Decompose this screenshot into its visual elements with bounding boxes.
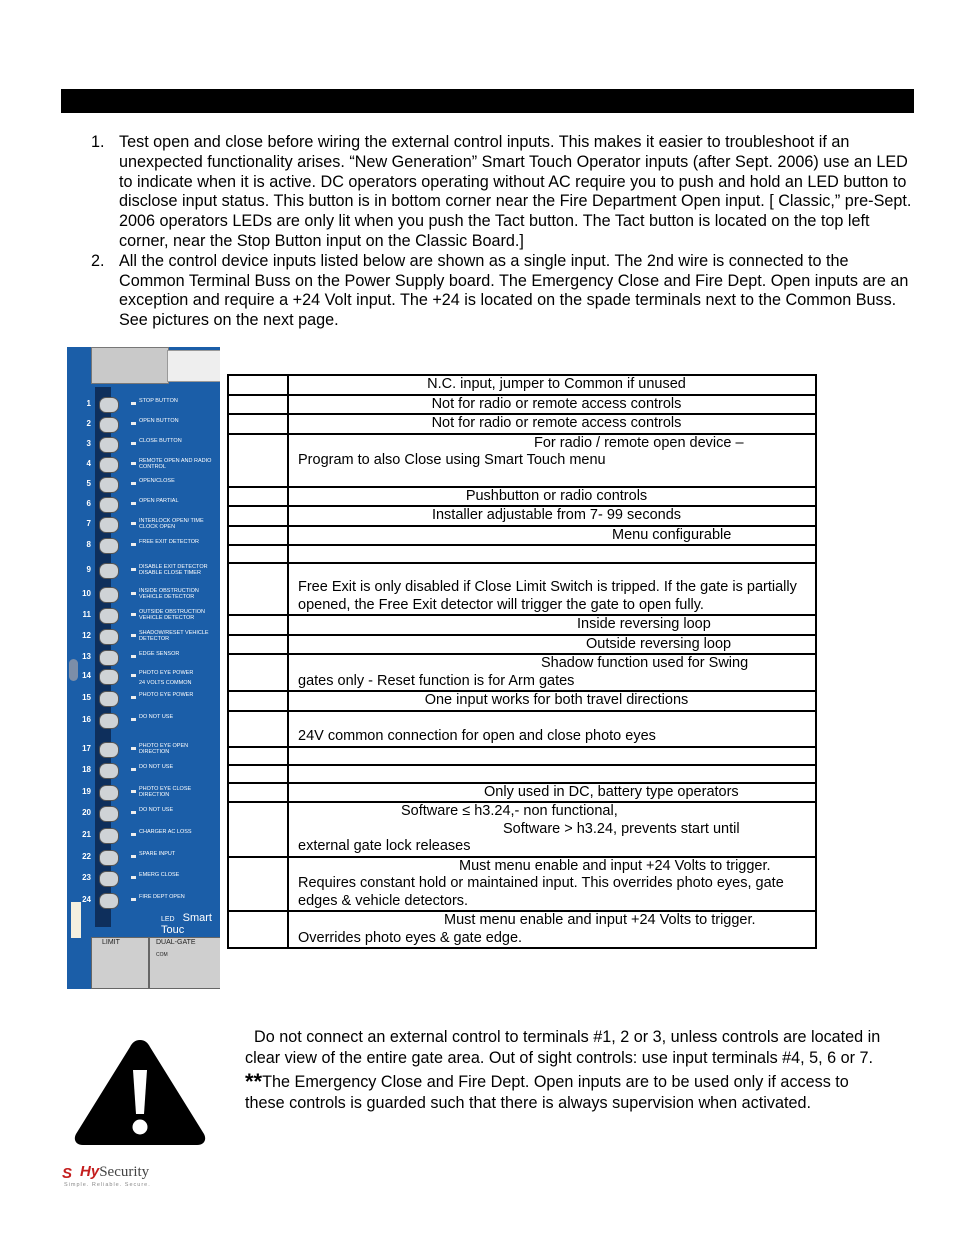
terminal-screw	[99, 397, 119, 413]
terminal-cell	[228, 615, 288, 635]
description-cell	[288, 526, 816, 546]
logo-brand: HySecurity	[80, 1163, 150, 1180]
terminal-number: 16	[82, 715, 91, 724]
description-cell	[288, 395, 816, 415]
ribbon-connector	[91, 347, 169, 384]
description-text: Menu configurable	[612, 526, 732, 543]
description-cell	[288, 911, 816, 948]
terminal-led	[131, 442, 136, 445]
terminal-number: 12	[82, 631, 91, 640]
terminal-led	[131, 833, 136, 836]
logo-mark: S	[62, 1165, 73, 1182]
description-text: Only used in DC, battery type operators	[484, 783, 739, 800]
table-row	[228, 615, 816, 635]
limit-connector	[91, 937, 149, 989]
terminal-label: INSIDE OBSTRUCTION VEHICLE DETECTOR	[139, 588, 199, 600]
terminal-number: 19	[82, 787, 91, 796]
terminal-led	[131, 768, 136, 771]
description-text: Must menu enable and input +24 Volts to trigger.	[444, 912, 756, 928]
instruction-text: Test open and close before wiring the external control inputs. This makes it easier to troubleshoot if an unexpected functionality arises. “New Generation” Smart Touch Operator inputs (after Sept. 2006) use an LED to indicate when it is active. DC operators operating without AC require you to push and hold an LED button to disclose input status. This button is in bottom corner near the Fire Department Open input. [ Classic,” pre-Sept. 2006 operators LEDs are only lit when you push the Tact button. The Tact button is located on the top left corner, near the Stop Button input on the Classic Board.]	[119, 133, 912, 250]
table-row	[228, 857, 816, 912]
terminal-cell	[228, 563, 288, 615]
table-row	[228, 395, 816, 415]
description-text: N.C. input, jumper to Common if unused	[427, 376, 686, 392]
terminal-screw	[99, 893, 119, 909]
terminal-number: 24	[82, 895, 91, 904]
terminal-screw	[99, 763, 119, 779]
terminal-led	[131, 462, 136, 465]
dual-gate-label: DUAL-GATE	[156, 939, 196, 946]
terminal-number: 20	[82, 808, 91, 817]
instruction-text: All the control device inputs listed below are shown as a single input. The 2nd wire is connected to the Common Terminal Buss on the Power Supply board. The Emergency Close and Fire Dept. Open inputs are an exception and require a +24 Volt input. The +24 is located on the spade terminals next to the Common Buss. See pictures on the next page.	[119, 251, 909, 330]
terminal-cell	[228, 802, 288, 857]
description-text: Software > h3.24, prevents start until	[503, 820, 740, 837]
terminal-number: 23	[82, 873, 91, 882]
terminal-label: EDGE SENSOR	[139, 651, 180, 657]
terminal-led	[131, 876, 136, 879]
terminal-label: OPEN BUTTON	[139, 418, 179, 424]
terminal-number: 7	[86, 519, 91, 528]
terminal-label: REMOTE OPEN AND RADIO CONTROL	[139, 458, 212, 470]
terminal-cell	[228, 635, 288, 655]
table-row	[228, 654, 816, 691]
terminal-screw	[99, 587, 119, 603]
description-text: Overrides photo eyes & gate edge.	[298, 929, 523, 946]
description-text: Inside reversing loop	[577, 616, 711, 632]
description-text: Outside reversing loop	[586, 635, 732, 652]
table-row	[228, 691, 816, 711]
terminal-screw	[99, 608, 119, 624]
terminal-number: 13	[82, 652, 91, 661]
terminal-screw	[99, 457, 119, 473]
terminal-number: 15	[82, 693, 91, 702]
table-row	[228, 802, 816, 857]
instruction-list	[91, 133, 913, 331]
terminal-screw	[99, 629, 119, 645]
terminal-number: 8	[86, 540, 91, 549]
terminal-screw	[99, 650, 119, 666]
description-cell	[288, 375, 816, 395]
terminal-label: FIRE DEPT OPEN	[139, 894, 185, 900]
description-cell	[288, 635, 816, 655]
warning-paragraph: **The Emergency Close and Fire Dept. Open inputs are to be used only if access to these controls is guarded such that there is always supervision when activated.	[245, 1069, 849, 1112]
warning-text	[245, 1027, 885, 1117]
table-row	[228, 765, 816, 783]
terminal-cell	[228, 395, 288, 415]
terminal-number: 10	[82, 589, 91, 598]
terminal-screw	[99, 497, 119, 513]
terminal-led	[131, 402, 136, 405]
description-cell	[288, 506, 816, 526]
terminal-screw	[99, 538, 119, 554]
terminal-led	[131, 502, 136, 505]
terminal-led	[131, 855, 136, 858]
terminal-label: OUTSIDE OBSTRUCTION VEHICLE DETECTOR	[139, 609, 206, 621]
terminal-label: PHOTO EYE CLOSE DIRECTION	[139, 786, 192, 798]
terminal-label: DISABLE EXIT DETECTOR DISABLE CLOSE TIMER	[139, 564, 208, 576]
terminal-cell	[228, 375, 288, 395]
description-cell	[288, 747, 816, 765]
terminal-cell	[228, 747, 288, 765]
terminal-screw	[99, 742, 119, 758]
terminal-number: 2	[86, 419, 91, 428]
description-cell	[288, 654, 816, 691]
terminal-label: FREE EXIT DETECTOR	[139, 539, 200, 545]
terminal-label: DO NOT USE	[139, 764, 174, 770]
terminal-label: PHOTO EYE OPEN DIRECTION	[139, 743, 189, 755]
table-row	[228, 487, 816, 507]
description-text: gates only - Reset function is for Arm gates	[298, 672, 575, 689]
terminal-label: OPEN/CLOSE	[139, 478, 175, 484]
terminal-label: PHOTO EYE POWER	[139, 692, 194, 698]
description-cell	[288, 414, 816, 434]
terminal-label: DO NOT USE	[139, 714, 174, 720]
description-text: Free Exit is only disabled if Close Limit Switch is tripped. If the gate is partially opened, the Free Exit detector will trigger the gate to open fully.	[298, 579, 797, 613]
terminal-number: 21	[82, 830, 91, 839]
terminal-led	[131, 613, 136, 616]
table-row	[228, 506, 816, 526]
description-cell	[288, 487, 816, 507]
table-row	[228, 526, 816, 546]
terminal-screw	[99, 871, 119, 887]
description-cell	[288, 783, 816, 803]
description-cell	[288, 802, 816, 857]
terminal-screw	[99, 517, 119, 533]
description-text: Pushbutton or radio controls	[465, 487, 648, 504]
description-text: external gate lock releases	[298, 838, 471, 854]
terminal-screw	[99, 437, 119, 453]
terminal-screw	[99, 806, 119, 822]
description-cell	[288, 857, 816, 912]
description-cell	[288, 545, 816, 563]
terminal-label: OPEN PARTIAL	[139, 498, 179, 504]
description-cell	[288, 765, 816, 783]
terminal-led	[131, 482, 136, 485]
table-row	[228, 375, 816, 395]
description-text: Requires constant hold or maintained input. This overrides photo eyes, gate edges & vehicle detectors.	[298, 875, 784, 909]
description-text: Installer adjustable from 7- 99 seconds	[431, 507, 682, 523]
terminal-number: 1	[86, 399, 91, 408]
board-sticker	[71, 902, 81, 938]
table-row	[228, 783, 816, 803]
table-row	[228, 434, 816, 487]
terminal-cell	[228, 691, 288, 711]
table-row	[228, 711, 816, 747]
terminal-led	[131, 634, 136, 637]
terminal-led	[131, 543, 136, 546]
terminal-led	[131, 718, 136, 721]
warning-icon	[72, 1036, 208, 1146]
logo-tagline: Simple. Reliable. Secure.	[64, 1182, 151, 1188]
led-label: LED	[161, 916, 175, 923]
terminal-number: 22	[82, 852, 91, 861]
terminal-led	[131, 522, 136, 525]
instruction-item	[91, 252, 913, 331]
top-connector	[167, 350, 220, 382]
terminal-led	[131, 592, 136, 595]
terminal-number: 11	[82, 610, 91, 619]
terminal-label: INTERLOCK OPEN/ TIME CLOCK OPEN	[139, 518, 204, 530]
terminal-cell	[228, 911, 288, 948]
terminal-led	[131, 674, 136, 677]
terminal-number: 14	[82, 671, 91, 680]
section-header-bar	[61, 89, 914, 113]
table-row	[228, 635, 816, 655]
terminal-label: CLOSE BUTTON	[139, 438, 182, 444]
description-text: Program to also Close using Smart Touch menu	[298, 452, 606, 468]
terminal-label: CHARGER AC LOSS	[139, 829, 192, 835]
terminal-label: PHOTO EYE POWER	[139, 670, 194, 676]
terminal-label: DO NOT USE	[139, 807, 174, 813]
instruction-item	[91, 133, 913, 252]
description-text: Not for radio or remote access controls	[431, 415, 682, 431]
controller-board-photo	[67, 347, 220, 989]
table-row	[228, 911, 816, 948]
table-row	[228, 414, 816, 434]
description-cell	[288, 563, 816, 615]
terminal-cell	[228, 506, 288, 526]
table-row	[228, 563, 816, 615]
input-description-table	[227, 374, 817, 949]
terminal-led	[131, 811, 136, 814]
terminal-screw	[99, 563, 119, 579]
terminal-screw	[99, 691, 119, 707]
terminal-cell	[228, 434, 288, 487]
terminal-led	[131, 790, 136, 793]
terminal-cell	[228, 783, 288, 803]
terminal-label: 24 VOLTS COMMON	[139, 680, 192, 686]
terminal-led	[131, 422, 136, 425]
terminal-number: 4	[86, 459, 91, 468]
terminal-led	[131, 747, 136, 750]
description-cell	[288, 615, 816, 635]
terminal-label: SPARE INPUT	[139, 851, 176, 857]
instruction-number: 2.	[91, 251, 105, 270]
dual-gate-connector	[149, 937, 220, 989]
terminal-cell	[228, 545, 288, 563]
asterisk-marker: **	[245, 1069, 263, 1094]
description-text: Not for radio or remote access controls	[431, 395, 682, 412]
com-label: COM	[156, 952, 168, 958]
terminal-number: 17	[82, 744, 91, 753]
terminal-label: SHADOW/RESET VEHICLE DETECTOR	[139, 630, 209, 642]
terminal-screw	[99, 669, 119, 685]
terminal-number: 5	[86, 479, 91, 488]
terminal-screw	[99, 785, 119, 801]
limit-label: LIMIT	[102, 939, 120, 946]
terminal-cell	[228, 414, 288, 434]
table-row	[228, 545, 816, 563]
terminal-cell	[228, 654, 288, 691]
terminal-cell	[228, 711, 288, 747]
terminal-screw	[99, 713, 119, 729]
description-text: Must menu enable and input +24 Volts to trigger.	[459, 857, 771, 874]
description-cell	[288, 434, 816, 487]
instruction-number: 1.	[91, 133, 105, 151]
table-row	[228, 747, 816, 765]
terminal-label: EMERG CLOSE	[139, 872, 180, 878]
terminal-cell	[228, 857, 288, 912]
description-text: 24V common connection for open and close photo eyes	[298, 728, 656, 744]
terminal-number: 3	[86, 439, 91, 448]
description-text: Shadow function used for Swing	[541, 655, 749, 671]
terminal-number: 9	[86, 565, 91, 574]
description-text: One input works for both travel directions	[424, 692, 689, 708]
terminal-label: STOP BUTTON	[139, 398, 178, 404]
description-cell	[288, 711, 816, 747]
terminal-screw	[99, 477, 119, 493]
terminal-led	[131, 568, 136, 571]
terminal-cell	[228, 487, 288, 507]
terminal-cell	[228, 765, 288, 783]
description-text: For radio / remote open device –	[534, 434, 744, 451]
hysecurity-logo	[62, 1163, 152, 1191]
description-cell	[288, 691, 816, 711]
terminal-led	[131, 898, 136, 901]
terminal-number: 18	[82, 765, 91, 774]
terminal-screw	[99, 417, 119, 433]
terminal-number: 6	[86, 499, 91, 508]
description-text: Software ≤ h3.24,- non functional,	[401, 803, 618, 819]
terminal-screw	[99, 828, 119, 844]
terminal-screw	[99, 850, 119, 866]
terminal-led	[131, 655, 136, 658]
board-name: LED Smart Touc	[161, 912, 212, 936]
terminal-led	[131, 696, 136, 699]
warning-paragraph: Do not connect an external control to terminals #1, 2 or 3, unless controls are located in clear view of the entire gate area. Out of sight controls: use input terminals #4, 5, 6 or 7.	[245, 1028, 881, 1067]
terminal-cell	[228, 526, 288, 546]
